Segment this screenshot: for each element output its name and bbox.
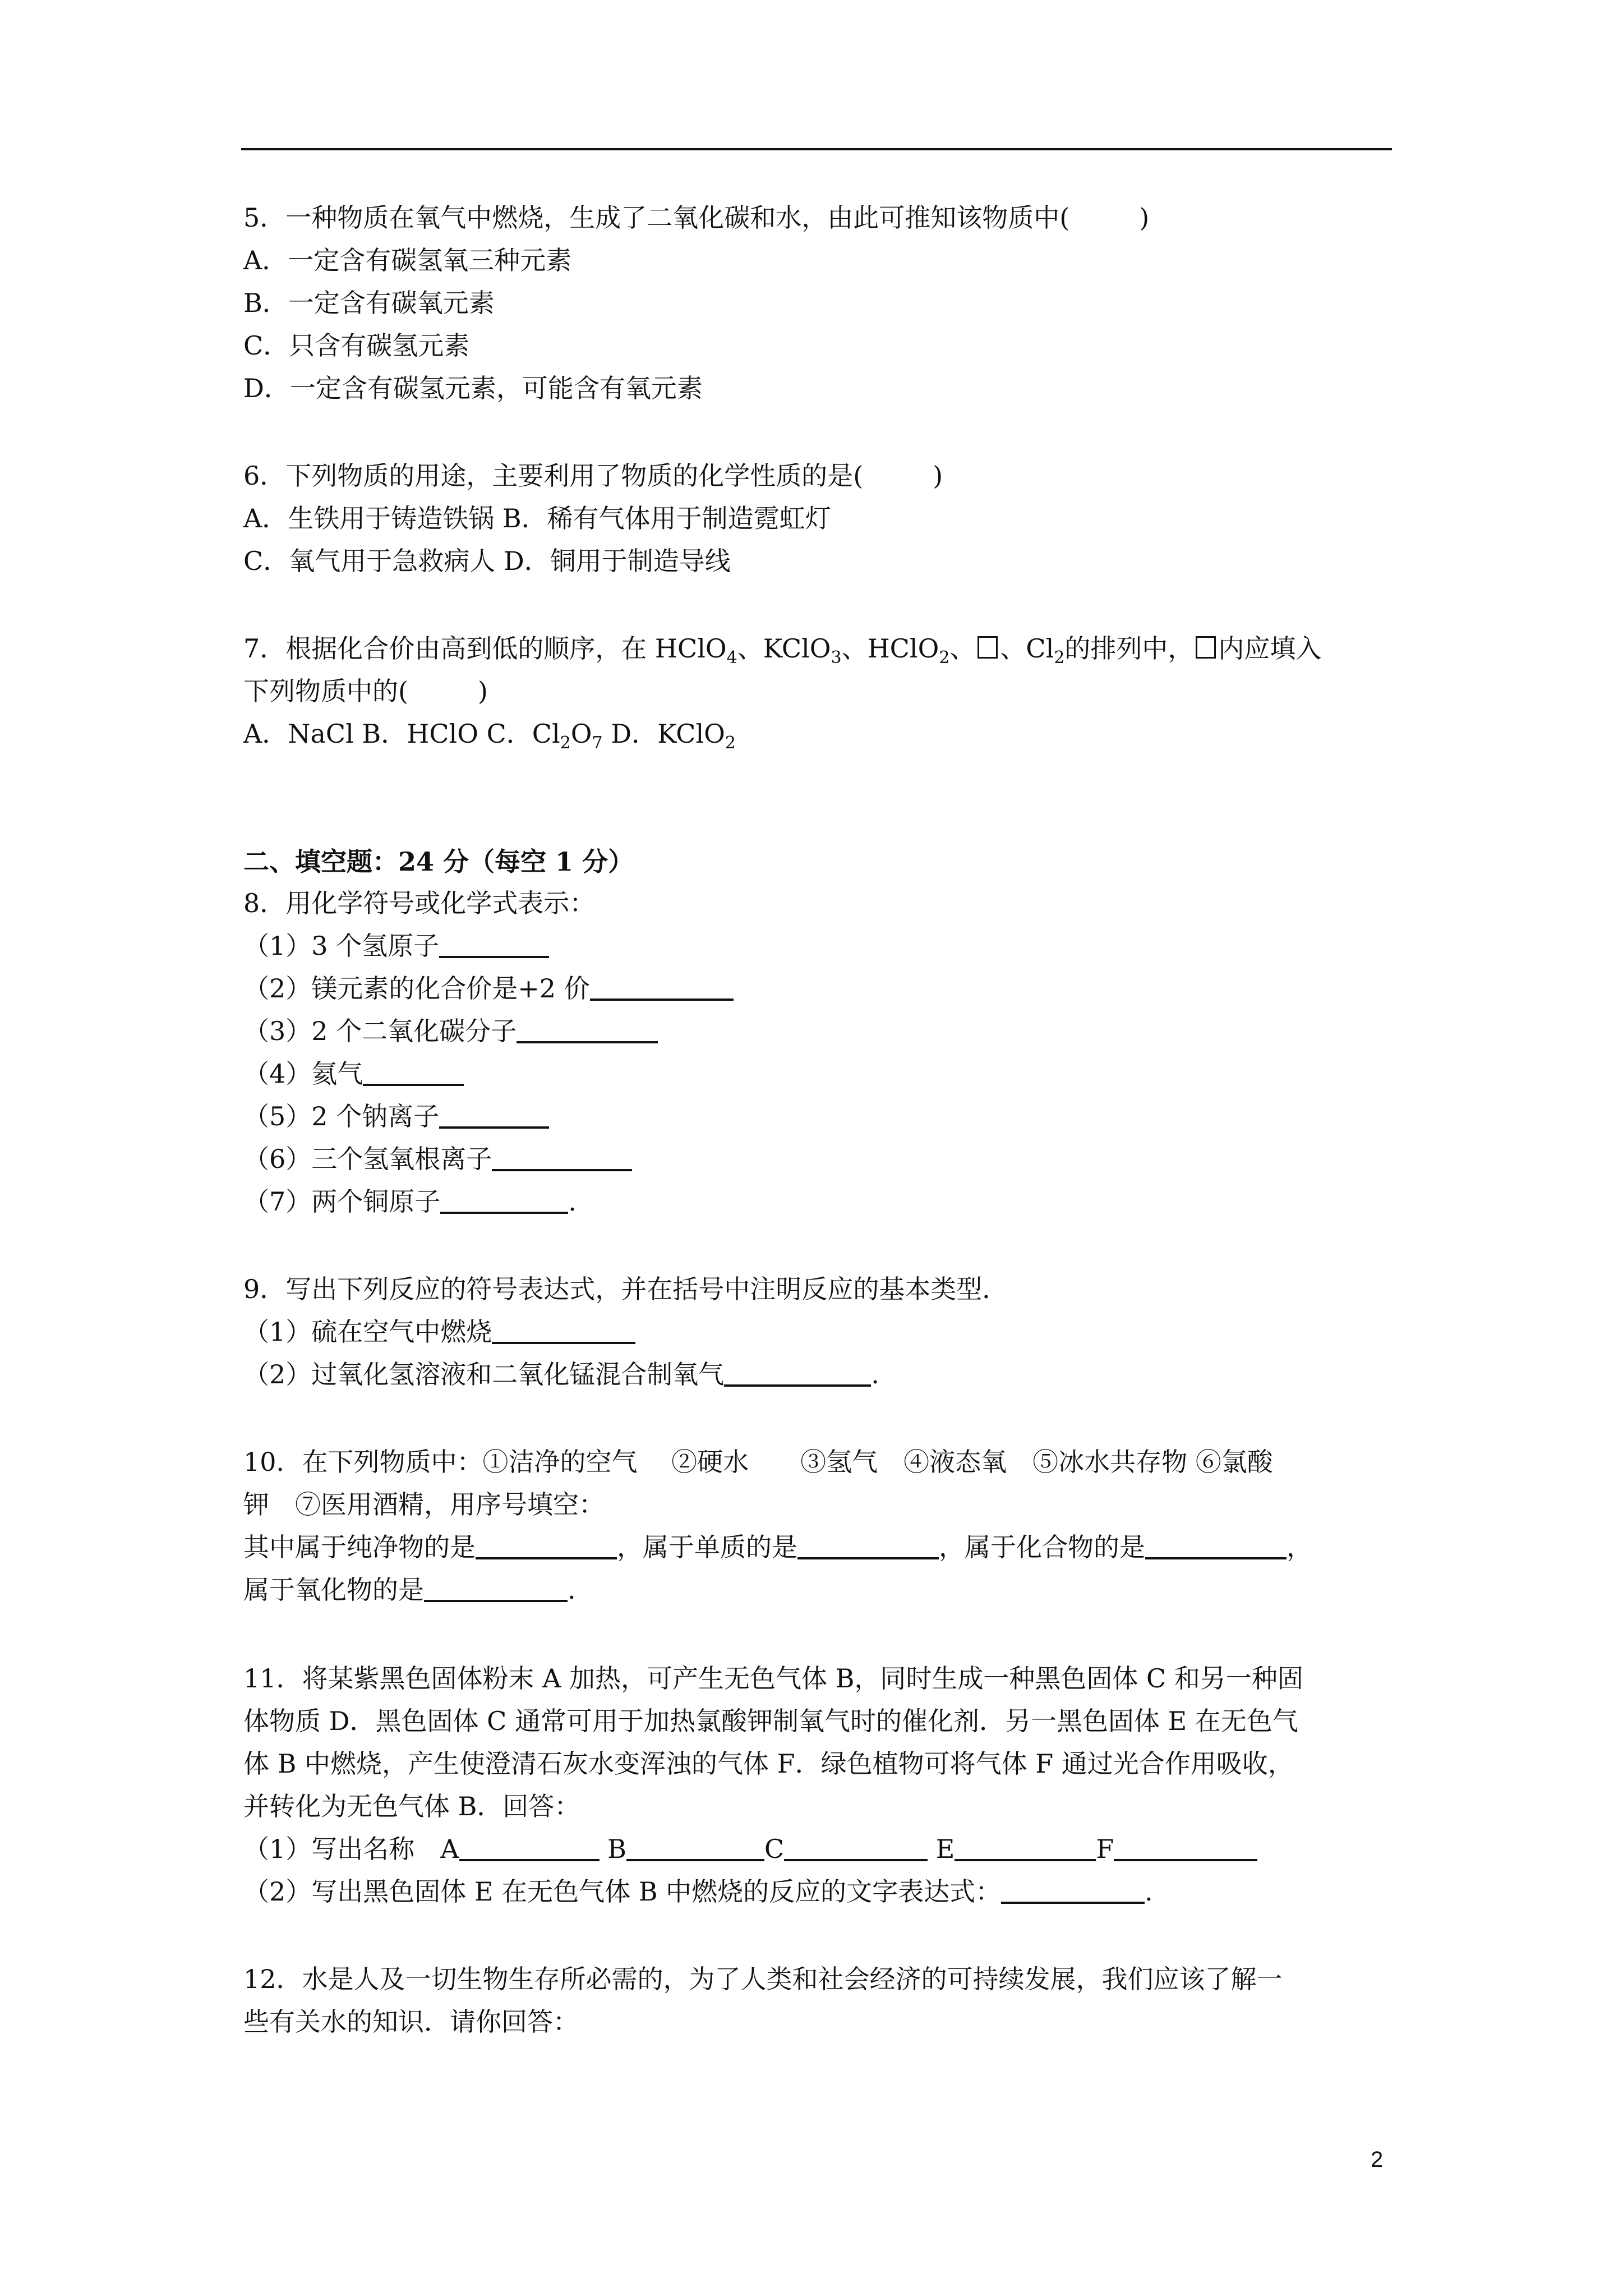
answer-blank[interactable] xyxy=(797,1533,939,1559)
answer-blank[interactable] xyxy=(363,1059,464,1086)
blank-box-icon xyxy=(1196,636,1216,659)
answer-blank[interactable] xyxy=(439,931,549,958)
q5-option-d: D．一定含有碳氢元素，可能含有氧元素 xyxy=(243,373,703,403)
q8-item: （3）2 个二氧化碳分子 xyxy=(243,1014,658,1048)
q8-item: （4）氦气 xyxy=(243,1057,464,1091)
q8-stem: 8．用化学符号或化学式表示： xyxy=(243,888,596,918)
answer-blank[interactable] xyxy=(1001,1877,1145,1904)
answer-blank[interactable] xyxy=(517,1016,658,1043)
q6-options-cd: C．氧气用于急救病人 D．铜用于制造导线 xyxy=(243,546,731,576)
q8-item: （1）3 个氢原子 xyxy=(243,929,549,963)
answer-blank[interactable] xyxy=(724,1360,871,1387)
q8-item: （5）2 个钠离子 xyxy=(243,1099,549,1133)
q10-line: 其中属于纯净物的是 ，属于单质的是 ，属于化合物的是 ， xyxy=(243,1532,1312,1562)
answer-blank[interactable] xyxy=(476,1533,617,1559)
q9-item: （2）过氧化氢溶液和二氧化锰混合制氧气 . xyxy=(243,1359,879,1389)
q8-item: （6）三个氢氧根离子 xyxy=(243,1142,632,1176)
answer-blank[interactable] xyxy=(440,1187,568,1214)
q12-line: 12．水是人及一切生物生存所必需的，为了人类和社会经济的可持续发展，我们应该了解一 xyxy=(243,1964,1283,1994)
answer-blank[interactable] xyxy=(590,974,734,1001)
section-title: 二、填空题：24 分（每空 1 分） xyxy=(243,846,634,877)
answer-blank[interactable] xyxy=(459,1834,600,1861)
q12-line: 些有关水的知识．请你回答： xyxy=(243,2007,579,2037)
q10-line: 属于氧化物的是 . xyxy=(243,1575,576,1605)
answer-blank[interactable] xyxy=(439,1102,549,1129)
q11-line: 并转化为无色气体 B．回答： xyxy=(243,1791,580,1821)
answer-blank[interactable] xyxy=(784,1834,928,1861)
q8-item: （7）两个铜原子 . xyxy=(243,1186,577,1217)
q5-option-c: C．只含有碳氢元素 xyxy=(243,330,470,361)
q7-stem-line2: 下列物质中的( ) xyxy=(243,676,488,706)
q11-line: 11．将某紫黑色固体粉末 A 加热，可产生无色气体 B，同时生成一种黑色固体 C 和另一种固 xyxy=(243,1663,1303,1694)
q9-stem: 9．写出下列反应的符号表达式，并在括号中注明反应的基本类型． xyxy=(243,1274,1008,1304)
answer-blank[interactable] xyxy=(626,1834,764,1861)
header-rule xyxy=(241,148,1392,150)
q6-stem: 6．下列物质的用途，主要利用了物质的化学性质的是( ) xyxy=(243,461,943,491)
q7-options: A．NaCl B．HClO C．$Cl_2O_7$ D．KClO$_2$ xyxy=(243,719,736,753)
answer-blank[interactable] xyxy=(492,1144,632,1171)
q11-line: （1）写出名称 A B C E F xyxy=(243,1832,1257,1866)
answer-blank[interactable] xyxy=(1145,1533,1287,1559)
q11-line: 体 B 中燃烧，产生使澄清石灰水变浑浊的气体 F．绿色植物可将气体 F 通过光合作用吸收， xyxy=(243,1749,1294,1779)
q9-item: （1）硫在空气中燃烧 xyxy=(243,1315,635,1349)
q6-options-ab: A．生铁用于铸造铁锅 B．稀有气体用于制造霓虹灯 xyxy=(243,503,831,533)
page-number: 2 xyxy=(1371,2147,1384,2172)
answer-blank[interactable] xyxy=(955,1834,1096,1861)
q10-line: 钾 ⑦医用酒精，用序号填空： xyxy=(243,1489,605,1520)
q5-stem: 5．一种物质在氧气中燃烧，生成了二氧化碳和水，由此可推知该物质中( ) xyxy=(243,203,1150,233)
q11-line: （2）写出黑色固体 E 在无色气体 B 中燃烧的反应的文字表达式： . xyxy=(243,1876,1153,1907)
answer-blank[interactable] xyxy=(1114,1834,1257,1861)
q7-stem: 7．根据化合价由高到低的顺序，在 HClO$_4$、KClO$_3$、HClO$_2$、 、$Cl_2$的排列中， 内应填入 xyxy=(243,633,1322,668)
q11-line: 体物质 D．黑色固体 C 通常可用于加热氯酸钾制氧气时的催化剂．另一黑色固体 E 在无色气 xyxy=(243,1706,1298,1736)
q5-option-b: B．一定含有碳氧元素 xyxy=(243,288,495,318)
q5-option-a: A．一定含有碳氢氧三种元素 xyxy=(243,245,572,275)
q8-item: （2）镁元素的化合价是+2 价 xyxy=(243,972,734,1005)
blank-box-icon xyxy=(978,636,998,659)
q10-line: 10．在下列物质中：①洁净的空气 ②硬水 ③氢气 ④液态氧 ⑤冰水共存物 ⑥氯酸 xyxy=(243,1447,1273,1477)
answer-blank[interactable] xyxy=(492,1317,635,1344)
answer-blank[interactable] xyxy=(424,1575,568,1602)
